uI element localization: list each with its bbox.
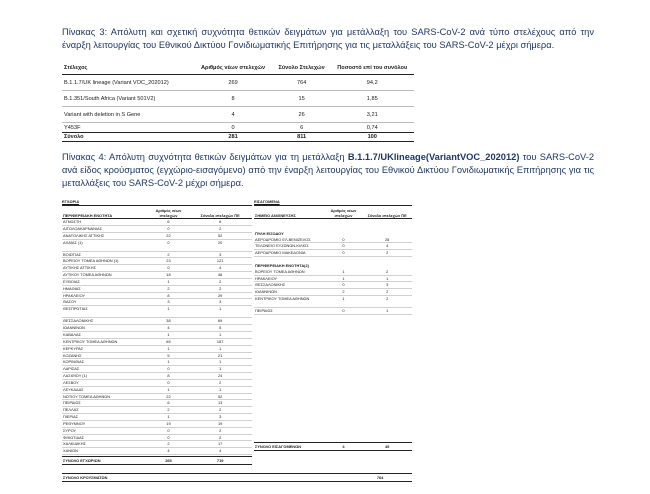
caption-text: του SARS-CoV-2 ανά είδος κρούσματος (εγχώριο-εισαγόμενο) από την έναρξη λειτουργίας του Εθνικού Δικτύου Γονιδιωματικής Επιτήρησης για τις μεταλλάξεις του SARS-CoV-2 μέχρι σήμερα.: [62, 152, 594, 188]
table-cell: 6: [167, 219, 170, 224]
table-cell: 2: [219, 379, 222, 385]
table-cell: 187: [216, 338, 224, 344]
imported-table: [254, 198, 412, 451]
table-cell: 2: [219, 278, 222, 284]
table-row: [254, 276, 412, 283]
table-cell: ΙΩΑΝΝΙΝΩΝ: [255, 289, 277, 295]
table-cell: 2: [167, 251, 170, 257]
caption-bold-variant: B.1.1.7/UKlineage(VariantVOC_202012): [347, 152, 520, 162]
table-cell: ΑΝΑΤΟΛΙΚΗΣ ΑΤΤΙΚΗΣ: [63, 232, 105, 238]
table-cell: ΒΟΡΕΙΟΥ ΤΟΜΕΑ ΑΘΗΝΩΝ (1): [63, 258, 119, 264]
table-row: [62, 353, 252, 360]
table-row: [62, 286, 252, 293]
table-cell: 0: [342, 236, 345, 242]
grand-total-row: [62, 473, 412, 482]
table-cell: 38: [166, 318, 171, 324]
table-cell: 0: [167, 265, 170, 271]
table-cell: 1: [167, 386, 170, 392]
table-cell: ΘΑΣΟΥ: [63, 299, 77, 305]
table-row: [62, 435, 252, 442]
table3-header-cell: Σύνολο Στελεχών: [278, 65, 325, 71]
table-row: [62, 258, 252, 265]
table-cell: 3: [386, 282, 389, 288]
imported-rows: [254, 219, 412, 441]
table-cell: 1: [219, 306, 222, 312]
table-cell: 69: [218, 318, 223, 324]
table-cell: B.1.1.7/UK lineage (Variant VOC_202012): [64, 79, 169, 86]
table-cell: 13: [218, 400, 223, 406]
table-cell: 0: [167, 366, 170, 372]
table-cell: ΘΕΣΣΑΛΟΝΙΚΗΣ: [255, 282, 286, 288]
table-cell: 19: [218, 420, 223, 426]
table-cell: 6: [167, 400, 170, 406]
table-cell: 0: [231, 124, 235, 131]
table-cell: 0: [167, 225, 170, 231]
table-cell: ΗΜΑΘΙΑΣ: [63, 285, 81, 291]
table-row: [62, 387, 252, 394]
table-row: [62, 346, 252, 353]
table-cell: ΑΓΝΩΣΤΗ: [63, 219, 82, 224]
table-cell: 4: [231, 111, 235, 118]
table-cell: 1: [167, 278, 170, 284]
table-row: [62, 279, 252, 286]
imported-header: [254, 205, 412, 219]
table-cell: Y453F: [64, 124, 81, 131]
table-cell: ΛΑΡΙΣΑΣ: [63, 366, 80, 372]
table-row: [62, 107, 414, 123]
table-cell: 52: [218, 232, 223, 238]
table-cell: ΒΟΙΩΤΙΑΣ: [63, 251, 82, 257]
table-cell: 0: [167, 239, 170, 245]
table-cell: 22: [166, 232, 171, 238]
table-cell: ΠΕΛΛΑΣ: [63, 407, 79, 413]
table-cell: 4: [386, 243, 389, 249]
table-cell: 15: [298, 95, 305, 102]
section-title: ΕΙΣΑΓΟΜΕΝΑ: [254, 199, 280, 204]
subsection-label: ΠΕΡΙΦΕΡΕΙΑΚΗ ΕΝΟΤΗΤΑ(2): [255, 262, 309, 268]
table-cell: ΣΥΝΟΛΟ ΕΙΣΑΓΟΜΕΝΩΝ: [255, 444, 302, 449]
table-cell: 269: [228, 79, 238, 86]
table-cell: ΙΩΑΝΝΙΝΩΝ: [63, 325, 85, 331]
table-row: [62, 407, 252, 414]
domestic-table: [62, 198, 252, 465]
table-row: [62, 366, 252, 373]
table-cell: 1: [342, 275, 345, 281]
table-row: [62, 441, 252, 448]
table-cell: ΑΕΡΟΔΡΟΜΙΟ ΜΑΚΕΔΟΝΙΑ: [255, 250, 306, 256]
table-cell: 8: [167, 292, 170, 298]
domestic-header: [62, 205, 252, 219]
table-cell: 21: [218, 352, 223, 358]
table-cell: ΚΟΖΑΝΗΣ: [63, 352, 82, 358]
table-cell: ΔΥΤΙΚΟΥ ΤΟΜΕΑ ΑΘΗΝΩΝ: [63, 272, 112, 278]
table3-header: [62, 62, 414, 75]
table-cell: ΑΙΤΩΛΟΑΚΑΡΝΑΝΙΑΣ: [63, 225, 103, 231]
section-title: ΕΓΧΩΡΙΑ: [62, 199, 80, 204]
table-cell: 17: [218, 441, 223, 447]
table-row: [254, 243, 412, 250]
table-row: [62, 400, 252, 407]
table-cell: ΔΥΤΙΚΗΣ ΑΤΤΙΚΗΣ: [63, 265, 96, 271]
table-cell: 3,21: [366, 111, 378, 118]
table-cell: ΡΕΘΥΜΝΟΥ: [63, 420, 86, 426]
table-cell: 4: [219, 265, 222, 271]
table-cell: 29: [218, 292, 223, 298]
table-row: [62, 332, 252, 339]
table-cell: 3: [219, 251, 222, 257]
table-cell: 3: [167, 299, 170, 305]
table-row: [254, 250, 412, 257]
table-cell: 1: [386, 308, 389, 314]
table-row: [62, 272, 252, 279]
table-cell: 0: [167, 434, 170, 440]
table-cell: 5: [219, 325, 222, 331]
table-cell: ΛΕΥΚΑΔΑΣ: [63, 386, 84, 392]
table-cell: 2: [386, 250, 389, 256]
table-cell: 764: [296, 79, 307, 86]
table-cell: ΧΑΝΙΩΝ: [63, 448, 78, 454]
table-cell: 1: [342, 268, 345, 274]
table-cell: 2: [219, 407, 222, 413]
grand-total-label: ΣΥΝΟΛΟ ΚΡΟΥΣΜΑΤΩΝ: [63, 475, 108, 480]
table-cell: 0: [342, 308, 345, 314]
table4-caption: [62, 151, 594, 190]
table-cell: 0: [342, 282, 345, 288]
table-cell: 23: [166, 258, 171, 264]
table-cell: 8: [167, 373, 170, 379]
table-cell: ΚΟΡΙΝΘΙΑΣ: [63, 359, 85, 365]
header-cell: Αριθμός νέων στελεχών: [330, 208, 357, 218]
table-row: [62, 123, 414, 132]
table-cell: 28: [385, 236, 390, 242]
table-cell: 0: [167, 379, 170, 385]
table-cell: 2: [219, 434, 222, 440]
table-cell: 24: [218, 373, 223, 379]
table-cell: 3: [219, 299, 222, 305]
table-cell: ΒΟΡΕΙΟΥ ΤΟΜΕΑ ΑΘΗΝΩΝ: [255, 268, 305, 274]
table-cell: 1: [167, 306, 170, 312]
table-cell: ΦΘΙΩΤΙΔΑΣ: [63, 434, 85, 440]
table3-header-cell: Ποσοστό επί του συνόλου: [337, 65, 408, 71]
table-cell: 1: [219, 331, 222, 337]
table-cell: 0,74: [366, 124, 378, 131]
table3-header-cell: Αριθμός νέων στελεχών: [200, 65, 266, 71]
table-cell: 1,85: [366, 95, 378, 102]
table3-caption: Πίνακας 3: Απόλυτη και σχετική συχνότητα θετικών δειγμάτων για μετάλλαξη του SARS-CoV-2 ανά τύπο στελέχους από την έναρξη λειτουργίας του Εθνικού Δικτύου Γονιδιωματικής Επιτήρησης για τις μεταλλάξεις του SARS-CoV-2 μέχρι σήμερα.: [62, 27, 594, 50]
table-row: [62, 75, 414, 91]
table-cell: 4: [167, 325, 170, 331]
table-cell: ΤΕΛΩΝΕΙΟ ΕΥΖΩΝΩΝ-ΚΙΛΚΙΣ: [255, 243, 309, 249]
table-cell: 0: [342, 243, 345, 249]
table-cell: 52: [218, 393, 223, 399]
table-cell: 2: [386, 268, 389, 274]
table-row: [62, 421, 252, 428]
table-cell: 18: [166, 272, 171, 278]
imported-total-row: [254, 442, 412, 451]
table-cell: 4: [219, 448, 222, 454]
table-cell: ΘΕΣΠΡΩΤΙΑΣ: [63, 306, 88, 312]
header-cell: Αριθμός νέων στελεχών: [155, 208, 182, 218]
table-row: [62, 306, 252, 318]
table-cell: 94,2: [366, 79, 378, 86]
table3-header-cell: Στέλεχος: [64, 65, 88, 71]
table-cell: ΗΡΑΚΛΕΙΟΥ: [255, 275, 278, 281]
table-cell: 2: [219, 427, 222, 433]
domestic-total-row: [62, 456, 252, 465]
table-row: [62, 428, 252, 435]
table-cell: ΘΕΣΣΑΛΟΝΙΚΗΣ: [63, 318, 94, 324]
table-cell: 8: [231, 95, 235, 102]
table-row: [62, 373, 252, 380]
table-cell: 811: [297, 134, 307, 140]
table-cell: B.1.351/South Africa (Variant 501V2): [64, 95, 156, 102]
table-cell: 2: [219, 225, 222, 231]
table-cell: 100: [367, 134, 377, 140]
header-cell: ΣΗΜΕΙΟ ΑΝΙΧΝΕΥΣΗΣ: [255, 213, 296, 218]
table-cell: ΑΧΑΪΑΣ (1): [63, 239, 83, 245]
table-cell: 2: [167, 407, 170, 413]
table-cell: Variant with deletion in S Gene: [64, 111, 141, 118]
table-cell: 281: [228, 134, 238, 140]
table-cell: 1: [386, 275, 389, 281]
table-row: [62, 414, 252, 421]
table-cell: 1: [167, 414, 170, 420]
table-cell: 4: [167, 448, 170, 454]
header-cell: ΠΕΡΙΦΕΡΕΙΑΚΗ ΕΝΟΤΗΤΑ: [63, 213, 113, 218]
table-row: [62, 448, 252, 455]
table-cell: ΠΕΙΡΑΙΩΣ: [255, 308, 273, 314]
table-cell: ΛΕΣΒΟΥ: [63, 379, 79, 385]
table-cell: ΝΟΤΙΟΥ ΤΟΜΕΑ ΑΘΗΝΩΝ: [63, 393, 111, 399]
table-cell: 4: [342, 444, 345, 449]
table-row: [254, 296, 412, 308]
table-cell: ΣΥΝΟΛΟ ΕΓΧΩΡΙΩΝ: [63, 458, 101, 464]
table-cell: 2: [386, 296, 389, 302]
table-row: [62, 219, 252, 226]
caption-text: Πίνακας 4: Απόλυτη συχνότητα θετικών δειγμάτων για τη μετάλλαξη: [62, 152, 348, 162]
table-cell: 719: [216, 458, 224, 464]
table-row: [254, 269, 412, 276]
header-cell: Σύνολο στελεχών ΠΕ: [200, 213, 240, 218]
table-cell: ΣΥΡΟΥ: [63, 427, 77, 433]
table-cell: 2: [167, 285, 170, 291]
table-cell: 0: [342, 250, 345, 256]
table-cell: ΚΕΡΚΥΡΑΣ: [63, 345, 84, 351]
table-cell: ΚΕΝΤΡΙΚΟΥ ΤΟΜΕΑ ΑΘΗΝΩΝ: [63, 338, 118, 344]
table-cell: 1: [342, 296, 345, 302]
table-cell: ΠΙΕΡΙΑΣ: [63, 414, 79, 420]
header-cell: Σύνολο στελεχών ΠΕ: [367, 213, 407, 218]
table-cell: 265: [165, 458, 172, 464]
table-cell: 5: [167, 352, 170, 358]
table-row: [62, 252, 252, 259]
table3-total-row: [62, 132, 414, 142]
table-cell: ΗΡΑΚΛΕΙΟΥ: [63, 292, 86, 298]
table-cell: ΚΑΒΑΛΑΣ: [63, 331, 81, 337]
table-cell: ΛΑΣΙΘΙΟΥ (1): [63, 373, 88, 379]
table-cell: 1: [219, 386, 222, 392]
table-row: [62, 91, 414, 107]
table-row: [62, 359, 252, 366]
table-row: [62, 240, 252, 252]
table-row: [62, 265, 252, 272]
table-cell: 1: [219, 359, 222, 365]
table-cell: 2: [219, 285, 222, 291]
table-cell: Σύνολο: [64, 134, 84, 140]
table-row: [62, 318, 252, 325]
table-cell: 48: [218, 272, 223, 278]
table-cell: 2: [167, 441, 170, 447]
table-cell: 65: [166, 338, 171, 344]
table-row: [62, 226, 252, 233]
table-cell: 3: [219, 414, 222, 420]
table-cell: 26: [298, 111, 305, 118]
subsection-label: ΠΥΛΗ ΕΙΣΟΔΟΥ: [255, 230, 284, 236]
table-cell: 1: [219, 345, 222, 351]
table-cell: 45: [385, 444, 390, 449]
table-row: [254, 237, 412, 244]
table-cell: ΕΥΒΟΙΑΣ: [63, 278, 80, 284]
table-cell: 2: [342, 289, 345, 295]
table-cell: 20: [218, 239, 223, 245]
table-cell: ΧΑΛΚΙΔΙΚΗΣ: [63, 441, 86, 447]
table-cell: 6: [219, 219, 222, 224]
domestic-rows: [62, 219, 252, 455]
table-cell: 6: [300, 124, 304, 131]
table-cell: 0: [167, 427, 170, 433]
table-cell: 19: [166, 420, 171, 426]
table-cell: 1: [167, 331, 170, 337]
table-cell: 1: [167, 345, 170, 351]
table-row: [254, 308, 412, 315]
grand-total-value: 764: [376, 475, 384, 480]
table-cell: 22: [166, 393, 171, 399]
table-row: [62, 299, 252, 306]
table-row: [62, 339, 252, 346]
table-row: [254, 282, 412, 289]
table3: [62, 62, 414, 142]
table-cell: 1: [167, 359, 170, 365]
table-cell: 121: [216, 258, 224, 264]
table-row: [62, 380, 252, 387]
table-cell: ΑΕΡΟΔΡΟΜΙΟ ΕΛ.ΒΕΝΙΖΕΛΟΣ: [255, 236, 311, 242]
table-row: [62, 233, 252, 240]
table-cell: ΚΕΝΤΡΙΚΟΥ ΤΟΜΕΑ ΑΘΗΝΩΝ: [255, 296, 310, 302]
table-row: [62, 325, 252, 332]
table-cell: 2: [386, 289, 389, 295]
table-cell: 1: [219, 366, 222, 372]
table-row: [62, 293, 252, 300]
table-row: [62, 394, 252, 401]
table-cell: ΠΕΙΡΑΙΩΣ: [63, 400, 81, 406]
table-row: [254, 289, 412, 296]
